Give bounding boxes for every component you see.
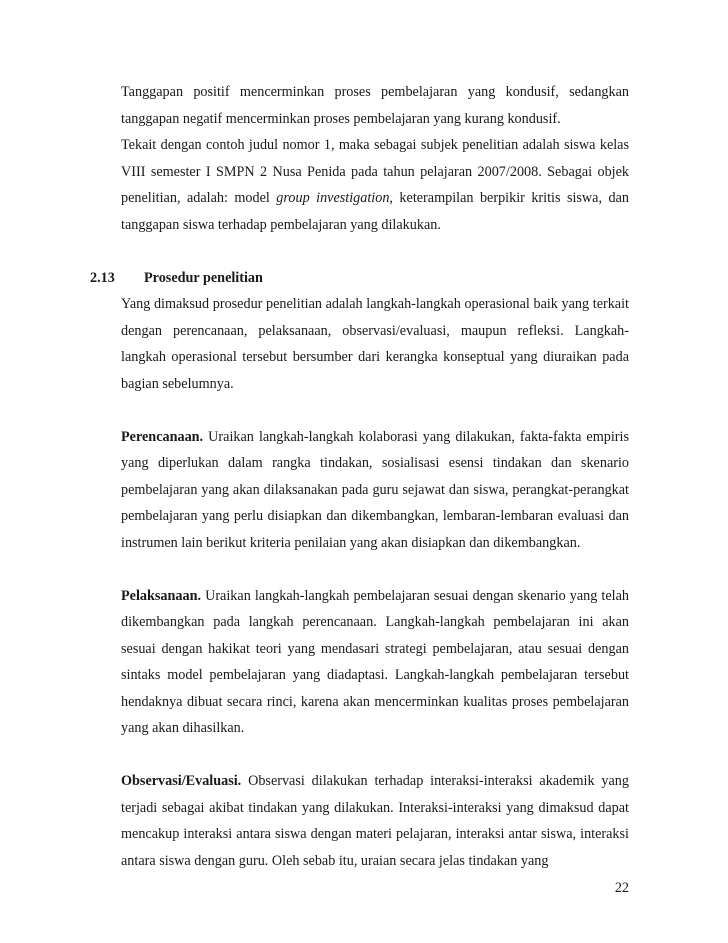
paragraph-subjek-penelitian	[121, 132, 629, 238]
label-perencanaan: Perencanaan.	[121, 428, 204, 445]
text-perencanaan: Uraikan langkah-langkah kolaborasi yang dilakukan, fakta-fakta empiris yang diperlukan dalam rangka tindakan, sosialisasi esensi tindakan dan skenario pembelajaran yang akan dilaksanakan pada guru sejawat dan siswa, perangkat-perangkat pembelajaran yang perlu disiapkan dan dikembangkan, lembaran-lembaran evaluasi dan instrumen lain berikut kriteria penilaian yang akan disiapkan dan dikembangkan.	[121, 428, 629, 551]
spacer	[121, 239, 629, 265]
spacer	[121, 557, 629, 583]
italic-term-group-investigation: group investigation	[276, 190, 390, 207]
paragraph-tanggapan: Tanggapan positif mencerminkan proses pembelajaran yang kondusif, sedangkan tanggapan negatif mencerminkan proses pembelajaran yang kurang kondusif.	[121, 84, 629, 127]
label-pelaksanaan: Pelaksanaan.	[121, 587, 202, 604]
section-title: Prosedur penelitian	[144, 269, 263, 286]
section-number: 2.13	[90, 269, 115, 286]
text-observasi: Observasi dilakukan terhadap interaksi-interaksi akademik yang terjadi sebagai akibat tindakan yang dilakukan. Interaksi-interaksi yang dimaksud dapat mencakup interaksi antara siswa dengan materi pelajaran, interaksi antar siswa, interaksi antara siswa dengan guru. Oleh sebab itu, uraian secara jelas tindakan yang	[121, 773, 629, 869]
paragraph-perencanaan	[121, 424, 629, 557]
section-heading	[90, 265, 629, 292]
paragraph-subjek-text-1: Tekait dengan contoh judul nomor 1, maka sebagai subjek penelitian adalah siswa kelas VIII semester I SMPN 2 Nusa Penida pada tahun pelajaran 2007/2008. Sebagai objek penelitian, adalah: model	[121, 137, 629, 207]
paragraph-subjek-text-2: , keterampilan berpikir kritis siswa, dan tanggapan siswa terhadap pembelajaran yang dilakukan.	[121, 190, 629, 233]
spacer	[121, 398, 629, 424]
page-body	[90, 79, 629, 874]
spacer	[121, 742, 629, 768]
paragraph-observasi	[121, 768, 629, 874]
paragraph-pelaksanaan	[121, 583, 629, 743]
paragraph-prosedur-intro: Yang dimaksud prosedur penelitian adalah langkah-langkah operasional baik yang terkait dengan perencanaan, pelaksanaan, observasi/evaluasi, maupun refleksi. Langkah-langkah operasional tersebut bersumber dari kerangka konseptual yang diuraikan pada bagian sebelumnya.	[121, 296, 629, 392]
page-number: 22	[614, 880, 629, 896]
text-pelaksanaan: Uraikan langkah-langkah pembelajaran sesuai dengan skenario yang telah dikembangkan pada langkah perencanaan. Langkah-langkah pembelajaran ini akan sesuai dengan hakikat teori yang mendasari strategi pembelajaran, atau sesuai dengan sintaks model pembelajaran yang diadaptasi. Langkah-langkah pembelajaran tersebut hendaknya dibuat secara rinci, karena akan mencerminkan kualitas proses pembelajaran yang akan dihasilkan.	[121, 587, 629, 737]
label-observasi: Observasi/Evaluasi.	[121, 773, 242, 790]
